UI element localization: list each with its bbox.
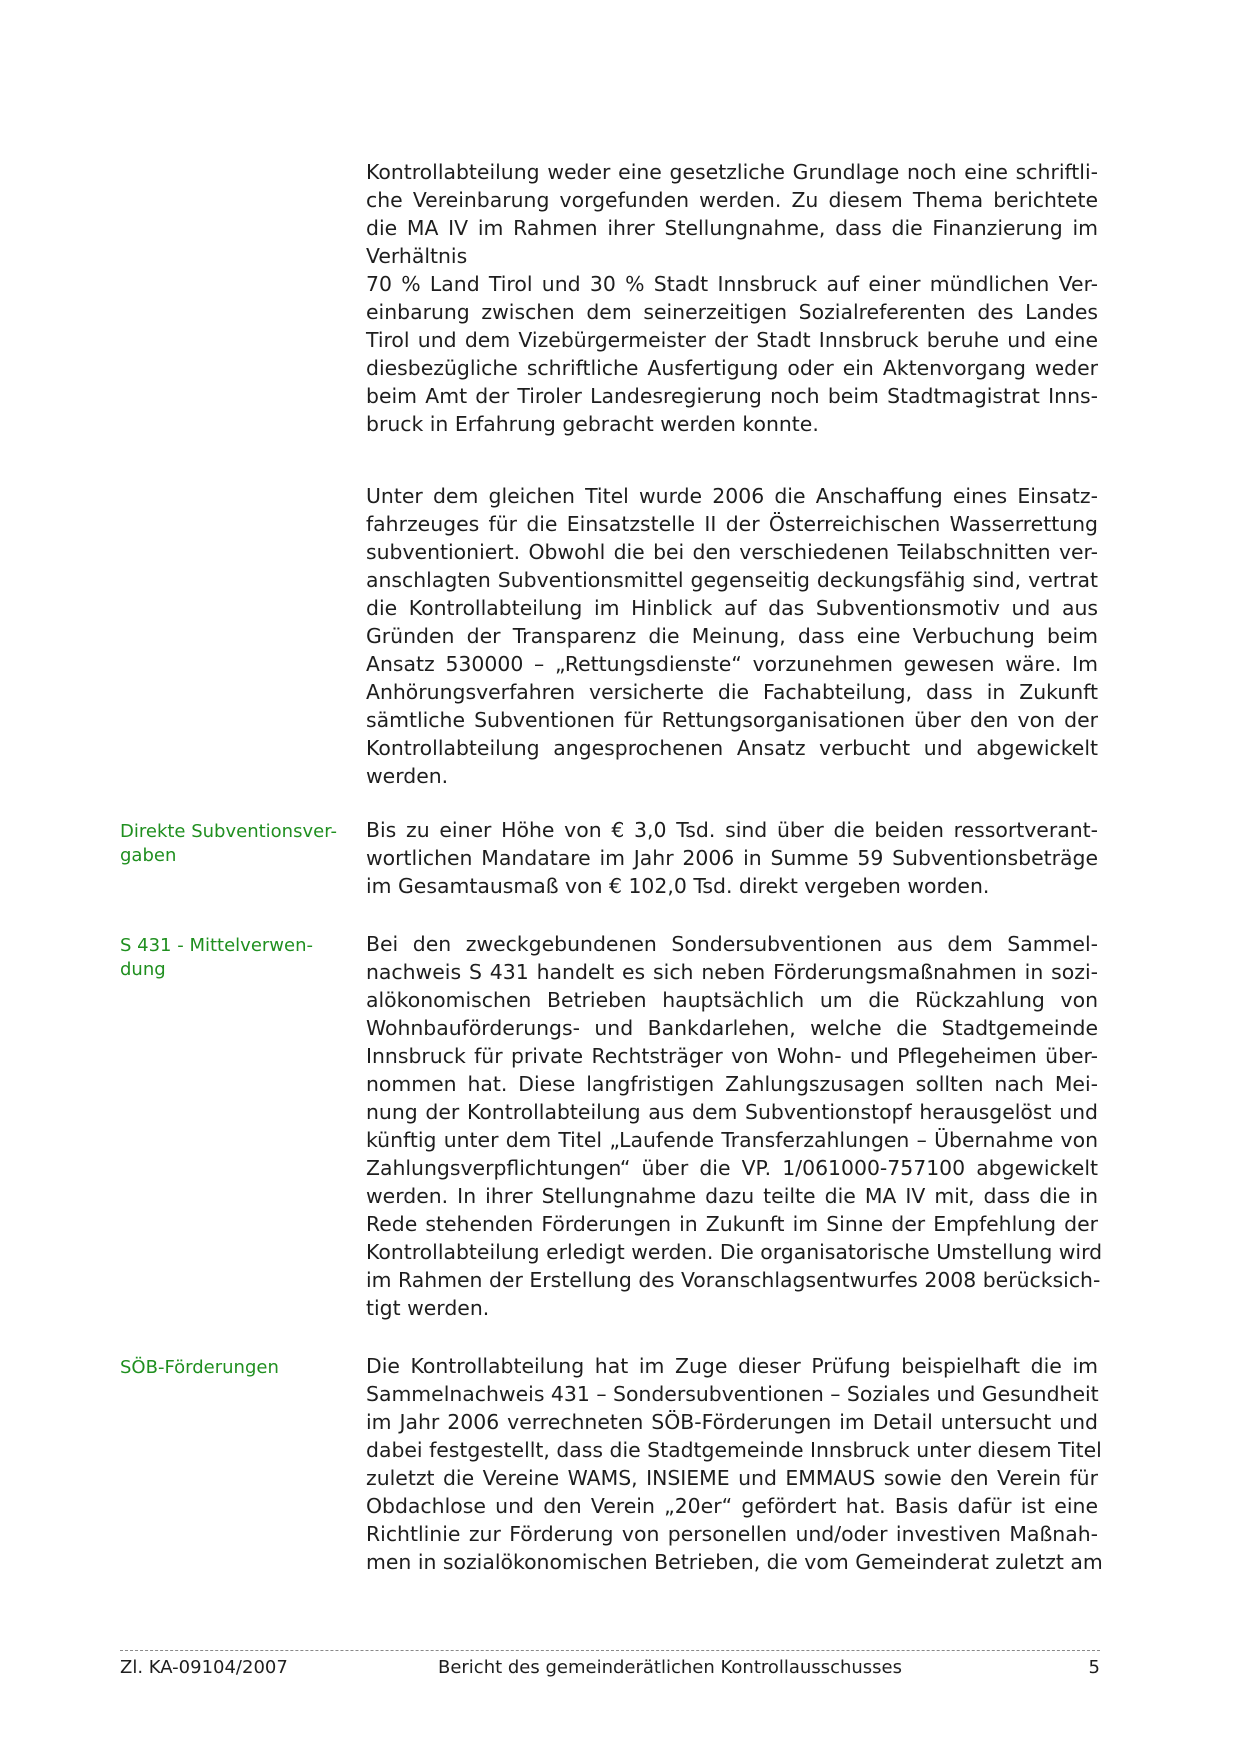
paragraph-line: Tirol und dem Vizebürgermeister der Stadt Innsbruck beruhe und eine bbox=[366, 328, 1098, 352]
paragraph-1 bbox=[366, 158, 1098, 438]
paragraph-line: nung der Kontrollabteilung aus dem Subventionstopf herausgelöst und bbox=[366, 1100, 1098, 1124]
paragraph-line: che Vereinbarung vorgefunden werden. Zu diesem Thema berichtete bbox=[366, 188, 1098, 212]
margin-label-direct-subsidies bbox=[120, 820, 350, 868]
paragraph-line: alökonomischen Betrieben hauptsächlich um die Rückzahlung von bbox=[366, 988, 1098, 1012]
margin-label-line: gaben bbox=[120, 845, 177, 866]
paragraph-line: bruck in Erfahrung gebracht werden konnte. bbox=[366, 412, 819, 436]
paragraph-3 bbox=[366, 816, 1098, 900]
paragraph-line: werden. In ihrer Stellungnahme dazu teilte die MA IV mit, dass die in bbox=[366, 1184, 1098, 1208]
margin-label-line: SÖB-Förderungen bbox=[120, 1357, 279, 1378]
paragraph-line: Bis zu einer Höhe von € 3,0 Tsd. sind über die beiden ressortverant- bbox=[366, 818, 1098, 842]
paragraph-line: Kontrollabteilung angesprochenen Ansatz verbucht und abgewickelt bbox=[366, 736, 1098, 760]
paragraph-line: Bei den zweckgebundenen Sondersubventionen aus dem Sammel- bbox=[366, 932, 1098, 956]
paragraph-line: im Gesamtausmaß von € 102,0 Tsd. direkt vergeben worden. bbox=[366, 874, 990, 898]
paragraph-4 bbox=[366, 930, 1103, 1322]
footer-document-number: Zl. KA-09104/2007 bbox=[120, 1657, 288, 1678]
paragraph-line: im Jahr 2006 verrechneten SÖB-Förderungen im Detail untersucht und bbox=[366, 1410, 1098, 1434]
paragraph-2 bbox=[366, 482, 1098, 790]
paragraph-line: Zahlungsverpflichtungen“ über die VP. 1/061000-757100 abgewickelt bbox=[366, 1156, 1098, 1180]
footer-divider bbox=[120, 1650, 1100, 1651]
paragraph-line: Verhältnis bbox=[366, 244, 468, 268]
margin-label-soeb bbox=[120, 1356, 350, 1380]
paragraph-line: Ansatz 530000 – „Rettungsdienste“ vorzunehmen gewesen wäre. Im bbox=[366, 652, 1098, 676]
paragraph-line: sämtliche Subventionen für Rettungsorganisationen über den von der bbox=[366, 708, 1098, 732]
margin-label-line: S 431 - Mittelverwen- bbox=[120, 935, 313, 956]
paragraph-5 bbox=[366, 1352, 1103, 1576]
paragraph-line: 70 % Land Tirol und 30 % Stadt Innsbruck auf einer mündlichen Ver- bbox=[366, 272, 1098, 296]
paragraph-line: Gründen der Transparenz die Meinung, dass eine Verbuchung beim bbox=[366, 624, 1098, 648]
paragraph-line: die Kontrollabteilung im Hinblick auf das Subventionsmotiv und aus bbox=[366, 596, 1098, 620]
paragraph-line: werden. bbox=[366, 764, 449, 788]
paragraph-line: beim Amt der Tiroler Landesregierung noch beim Stadtmagistrat Inns- bbox=[366, 384, 1098, 408]
paragraph-line: Innsbruck für private Rechtsträger von Wohn- und Pflegeheimen über- bbox=[366, 1044, 1098, 1068]
paragraph-line: im Rahmen der Erstellung des Voranschlagsentwurfes 2008 berücksich- bbox=[366, 1268, 1101, 1292]
paragraph-line: Sammelnachweis 431 – Sondersubventionen – Soziales und Gesundheit bbox=[366, 1382, 1099, 1406]
margin-label-line: Direkte Subventionsver- bbox=[120, 821, 337, 842]
paragraph-line: tigt werden. bbox=[366, 1296, 490, 1320]
paragraph-line: Die Kontrollabteilung hat im Zuge dieser Prüfung beispielhaft die im bbox=[366, 1354, 1098, 1378]
margin-label-line: dung bbox=[120, 959, 166, 980]
paragraph-line: die MA IV im Rahmen ihrer Stellungnahme, dass die Finanzierung im bbox=[366, 216, 1098, 240]
paragraph-line: dabei festgestellt, dass die Stadtgemeinde Innsbruck unter diesem Titel bbox=[366, 1438, 1102, 1462]
paragraph-line: Rede stehenden Förderungen in Zukunft im Sinne der Empfehlung der bbox=[366, 1212, 1098, 1236]
paragraph-line: Unter dem gleichen Titel wurde 2006 die Anschaffung eines Einsatz- bbox=[366, 484, 1098, 508]
margin-label-s431 bbox=[120, 934, 350, 982]
footer-report-title: Bericht des gemeinderätlichen Kontrollausschusses bbox=[437, 1657, 903, 1678]
paragraph-line: fahrzeuges für die Einsatzstelle II der Österreichischen Wasserrettung bbox=[366, 512, 1098, 536]
paragraph-line: Kontrollabteilung erledigt werden. Die organisatorische Umstellung wird bbox=[366, 1240, 1103, 1264]
paragraph-line: men in sozialökonomischen Betrieben, die vom Gemeinderat zuletzt am bbox=[366, 1550, 1103, 1574]
paragraph-line: subventioniert. Obwohl die bei den verschiedenen Teilabschnitten ver- bbox=[366, 540, 1098, 564]
paragraph-line: zuletzt die Vereine WAMS, INSIEME und EMMAUS sowie den Verein für bbox=[366, 1466, 1098, 1490]
paragraph-line: künftig unter dem Titel „Laufende Transferzahlungen – Übernahme von bbox=[366, 1128, 1098, 1152]
footer-page-number: 5 bbox=[1088, 1657, 1100, 1678]
paragraph-line: wortlichen Mandatare im Jahr 2006 in Summe 59 Subventionsbeträge bbox=[366, 846, 1098, 870]
paragraph-line: Kontrollabteilung weder eine gesetzliche Grundlage noch eine schriftli- bbox=[366, 160, 1098, 184]
paragraph-line: Richtlinie zur Förderung von personellen und/oder investiven Maßnah- bbox=[366, 1522, 1098, 1546]
paragraph-line: diesbezügliche schriftliche Ausfertigung oder ein Aktenvorgang weder bbox=[366, 356, 1098, 380]
paragraph-line: anschlagten Subventionsmittel gegenseitig deckungsfähig sind, vertrat bbox=[366, 568, 1098, 592]
paragraph-line: Anhörungsverfahren versicherte die Fachabteilung, dass in Zukunft bbox=[366, 680, 1098, 704]
paragraph-line: einbarung zwischen dem seinerzeitigen Sozialreferenten des Landes bbox=[366, 300, 1098, 324]
paragraph-line: nommen hat. Diese langfristigen Zahlungszusagen sollten nach Mei- bbox=[366, 1072, 1098, 1096]
paragraph-line: Wohnbauförderungs- und Bankdarlehen, welche die Stadtgemeinde bbox=[366, 1016, 1098, 1040]
paragraph-line: Obdachlose und den Verein „20er“ gefördert hat. Basis dafür ist eine bbox=[366, 1494, 1098, 1518]
paragraph-line: nachweis S 431 handelt es sich neben Förderungsmaßnahmen in sozi- bbox=[366, 960, 1098, 984]
